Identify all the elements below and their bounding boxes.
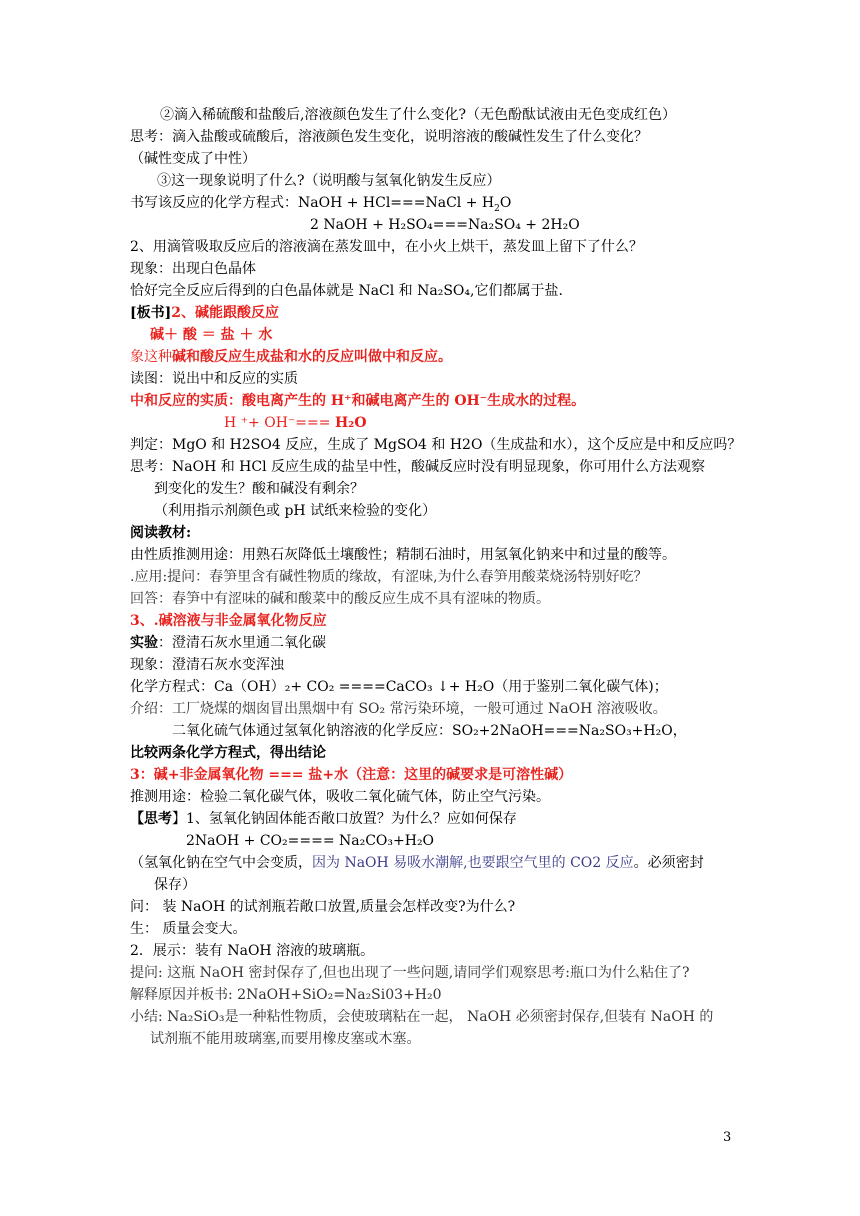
text-line: ②滴入稀硫酸和盐酸后,溶液颜色发生了什么变化?（无色酚酞试液由无色变成红色） bbox=[160, 107, 676, 123]
text-segment: （氢氧化钠在空气中会变质， bbox=[130, 855, 312, 871]
text-line: 现象：澄清石灰水变浑浊 bbox=[130, 657, 284, 673]
ion-equation bbox=[130, 412, 740, 434]
text-line: 思考：滴入盐酸或硫酸后，溶液颜色发生变化，说明溶液的酸碱性发生了什么变化？ bbox=[130, 129, 648, 145]
section-heading: 3、.碱溶液与非金属氧化物反应 bbox=[130, 613, 327, 629]
text-line: 推测用途：检验二氧化碳气体，吸收二氧化硫气体，防止空气污染。 bbox=[130, 789, 550, 805]
text-line: 判定：MgO 和 H2SO4 反应，生成了 MgSO4 和 H2O（生成盐和水），这个反应是中和反应吗？ bbox=[130, 437, 742, 453]
page-number: 3 bbox=[723, 1130, 732, 1145]
equation-text: O bbox=[499, 195, 512, 211]
board-heading bbox=[130, 302, 740, 324]
text-line: 由性质推测用途：用熟石灰降低土壤酸性；精制石油时，用氢氧化钠来中和过量的酸等。 bbox=[130, 547, 676, 563]
formula-line: 碱＋ 酸 ＝ 盐 ＋ 水 bbox=[150, 327, 273, 343]
text-line: 比较两条化学方程式，得出结论 bbox=[130, 745, 326, 761]
text-line: 问： 装 NaOH 的试剂瓶若敞口放置,质量会怎样改变?为什么? bbox=[130, 899, 516, 915]
text-line bbox=[130, 808, 740, 830]
text-segment: 】1、氢氧化钠固体能否敞口放置？为什么？应如何保存 bbox=[172, 811, 517, 827]
board-tag: [板书] bbox=[130, 305, 172, 321]
text-line: 2、用滴管吸取反应后的溶液滴在蒸发皿中，在小火上烘干，蒸发皿上留下了什么？ bbox=[130, 239, 643, 255]
text-line bbox=[130, 852, 740, 874]
text-line: ③这一现象说明了什么?（说明酸与氢氧化钠发生反应） bbox=[157, 173, 501, 189]
definition-line bbox=[130, 346, 740, 368]
text-line bbox=[130, 632, 740, 654]
text-line: 回答：春笋中有涩味的碱和酸菜中的酸反应生成不具有涩味的物质。 bbox=[130, 591, 550, 607]
conclusion-line: 3：碱+非金属氧化物 === 盐+水（注意：这里的碱要求是可溶性碱） bbox=[130, 767, 573, 783]
document-body bbox=[130, 104, 740, 1050]
text-line: 思考：NaOH 和 HCl 反应生成的盐呈中性，酸碱反应时没有明显现象，你可用什么方法观察 bbox=[130, 459, 706, 475]
text-line: 到变化的发生？酸和碱没有剩余？ bbox=[154, 481, 364, 497]
text-line: 阅读教材: bbox=[130, 525, 192, 541]
text-line: 小结: Na₂SiO₃是一种粘性物质，会使玻璃粘在一起， NaOH 必须密封保存,但装有 NaOH 的 bbox=[130, 1009, 714, 1025]
subscript: 2 bbox=[494, 203, 500, 214]
text-segment-blue: 因为 NaOH 易吸水潮解,也要跟空气里的 CO2 反应 bbox=[312, 855, 634, 871]
label-experiment: 实验 bbox=[130, 635, 158, 651]
equation-text: 书写该反应的化学方程式：NaOH + HCl===NaCl + H bbox=[130, 195, 495, 211]
text-line: （碱性变成了中性） bbox=[130, 151, 256, 167]
text-segment: 。必须密封 bbox=[633, 855, 704, 871]
definition-line: 中和反应的实质：酸电离产生的 H⁺和碱电离产生的 OH⁻生成水的过程。 bbox=[130, 393, 586, 409]
text-line: （利用指示剂颜色或 pH 试纸来检验的变化） bbox=[154, 503, 437, 519]
definition-text: 碱和酸反应生成盐和水的反应叫做中和反应。 bbox=[172, 349, 452, 365]
text-line: 生： 质量会变大。 bbox=[130, 921, 247, 937]
section-heading: 2、碱能跟酸反应 bbox=[171, 305, 279, 321]
text-line: 保存） bbox=[154, 877, 196, 893]
text-line: 试剂瓶不能用玻璃塞,而要用橡皮塞或木塞。 bbox=[150, 1031, 421, 1047]
text-line: 恰好完全反应后得到的白色晶体就是 NaCl 和 Na₂SO₄,它们都属于盐. bbox=[130, 283, 563, 299]
equation-line bbox=[130, 192, 740, 214]
equation-line: 2 NaOH + H₂SO₄===Na₂SO₄ + 2H₂O bbox=[310, 217, 580, 233]
equation-text: H ⁺+ OH⁻=== bbox=[224, 415, 335, 431]
text-segment: 象这种 bbox=[130, 349, 172, 365]
text-line: 现象：出现白色晶体 bbox=[130, 261, 256, 277]
equation-line: 2NaOH + CO₂==== Na₂CO₃+H₂O bbox=[186, 833, 435, 849]
equation-line: 化学方程式：Ca（OH）₂+ CO₂ ====CaCO₃ ↓+ H₂O（用于鉴别二氧化碳气体)； bbox=[130, 679, 668, 695]
text-line: 2．展示：装有 NaOH 溶液的玻璃瓶。 bbox=[130, 943, 375, 959]
text-segment: ：澄清石灰水里通二氧化碳 bbox=[158, 635, 326, 651]
equation-line: 解释原因并板书: 2NaOH+SiO₂=Na₂Si03+H₂0 bbox=[130, 987, 442, 1003]
equation-product: H₂O bbox=[334, 415, 367, 431]
text-line: 读图：说出中和反应的实质 bbox=[130, 371, 298, 387]
text-line: 提问: 这瓶 NaOH 密封保存了,但也出现了一些问题,请同学们观察思考:瓶口为什么粘住了? bbox=[130, 965, 690, 981]
text-line: .应用:提问：春笋里含有碱性物质的缘故，有涩味,为什么春笋用酸菜烧汤特别好吃？ bbox=[130, 569, 648, 585]
equation-line: 二氧化硫气体通过氢氧化钠溶液的化学反应：SO₂+2NaOH===Na₂SO₃+H₂O， bbox=[172, 723, 687, 739]
text-line: 介绍：工厂烧煤的烟囱冒出黑烟中有 SO₂ 常污染环境，一般可通过 NaOH 溶液吸收。 bbox=[130, 701, 667, 717]
label-think: 【思考 bbox=[130, 811, 172, 827]
